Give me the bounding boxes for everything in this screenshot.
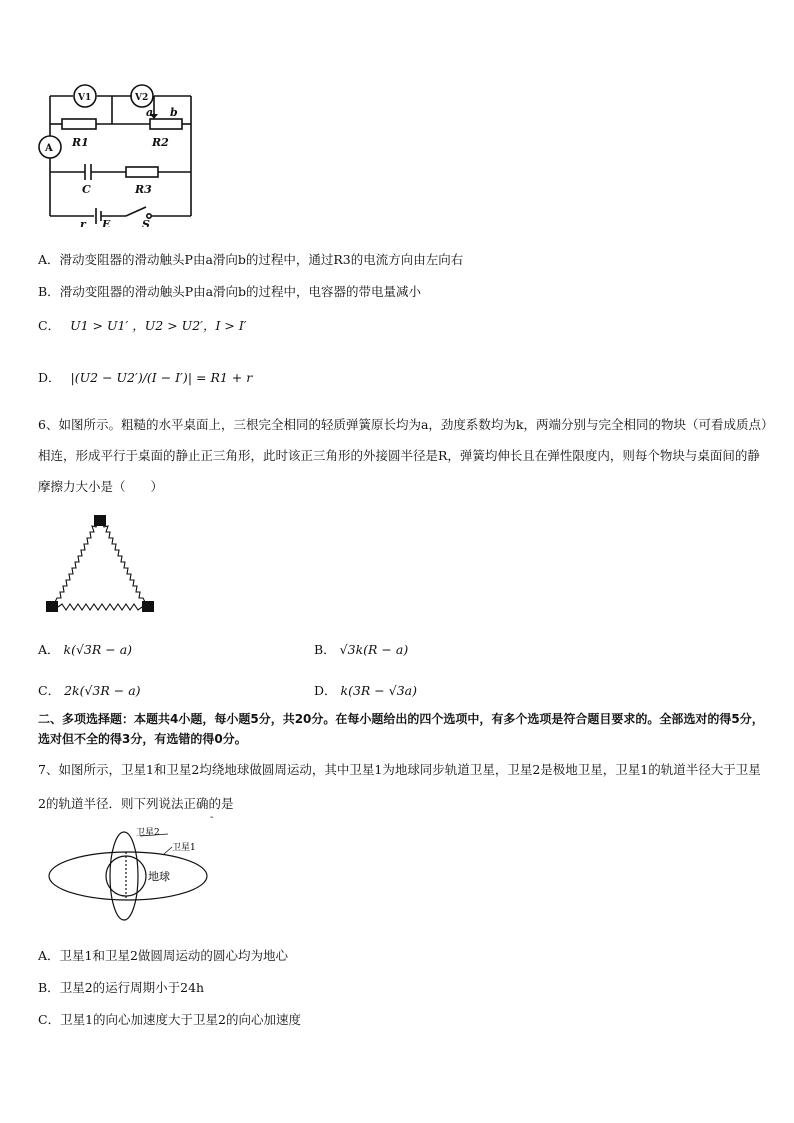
spring-triangle-diagram — [40, 512, 162, 616]
q5-option-b: B．滑动变阻器的滑动触头P由a滑向b的过程中，电容器的带电量减小 — [38, 284, 422, 299]
circuit-diagram — [38, 82, 203, 227]
stray-mark: - — [210, 812, 214, 823]
r-label: r — [80, 218, 86, 227]
earth-label: 地球 — [148, 870, 170, 883]
q6-option-d: D． k(3R − √3a) — [314, 683, 417, 698]
r2-label: R2 — [152, 136, 169, 149]
q6-option-b: B． √3k(R − a) — [314, 642, 409, 657]
b-label: b — [170, 106, 178, 119]
sat2-label: 卫星2 — [136, 828, 160, 838]
r1-label: R1 — [72, 136, 89, 149]
section-2-heading: 二、多项选择题：本题共4小题，每小题5分，共20分。在每小题给出的四个选项中，有多个选项是符合题目要求的。全部选对的得5分，选对但不全的得3分，有选错的得0分。 — [38, 712, 764, 746]
q5-option-c: C． U1 > U1′ ，U2 > U2′，I > I′ — [38, 318, 247, 333]
r3-label: R3 — [135, 183, 152, 196]
q6-option-a: A． k(√3R − a) — [38, 642, 133, 657]
q5-option-d: D． |(U2 − U2′)/(I − I′)| = R1 + r — [38, 370, 253, 385]
satellite-orbit-diagram — [44, 822, 214, 922]
block-right — [142, 601, 154, 612]
v1-label: V1 — [78, 93, 92, 103]
q6-option-c: C． 2k(√3R − a) — [38, 683, 141, 698]
e-label: E — [102, 218, 111, 227]
ammeter-label: A — [45, 143, 53, 154]
s-label: S — [142, 218, 150, 227]
a-label: a — [146, 106, 154, 119]
block-left — [46, 601, 58, 612]
q7-option-c: C．卫星1的向心加速度大于卫星2的向心加速度 — [38, 1012, 301, 1027]
q7-option-a: A．卫星1和卫星2做圆周运动的圆心均为地心 — [38, 948, 288, 963]
sat1-label: 卫星1 — [172, 843, 196, 853]
v2-label: V2 — [135, 93, 149, 103]
q7-option-b: B．卫星2的运行周期小于24h — [38, 980, 205, 995]
q7-stem: 7、如图所示，卫星1和卫星2均绕地球做圆周运动，其中卫星1为地球同步轨道卫星，卫星2是极地卫星，卫星1的轨道半径大于卫星2的轨道半径．则下列说法正确的是 — [38, 762, 761, 811]
q6-stem: 6、如图所示。粗糙的水平桌面上，三根完全相同的轻质弹簧原长均为a，劲度系数均为k，两端分别与完全相同的物块（可看成质点）相连，形成平行于桌面的静止正三角形，此时该正三角形的外接圆半径是R，弹簧均伸长且在弹性限度内，则每个物块与桌面间的静摩擦力大小是（ ） — [38, 417, 768, 494]
c-label: C — [82, 183, 91, 196]
block-top — [94, 515, 106, 526]
q5-option-a: A．滑动变阻器的滑动触头P由a滑向b的过程中，通过R3的电流方向由左向右 — [38, 252, 464, 267]
